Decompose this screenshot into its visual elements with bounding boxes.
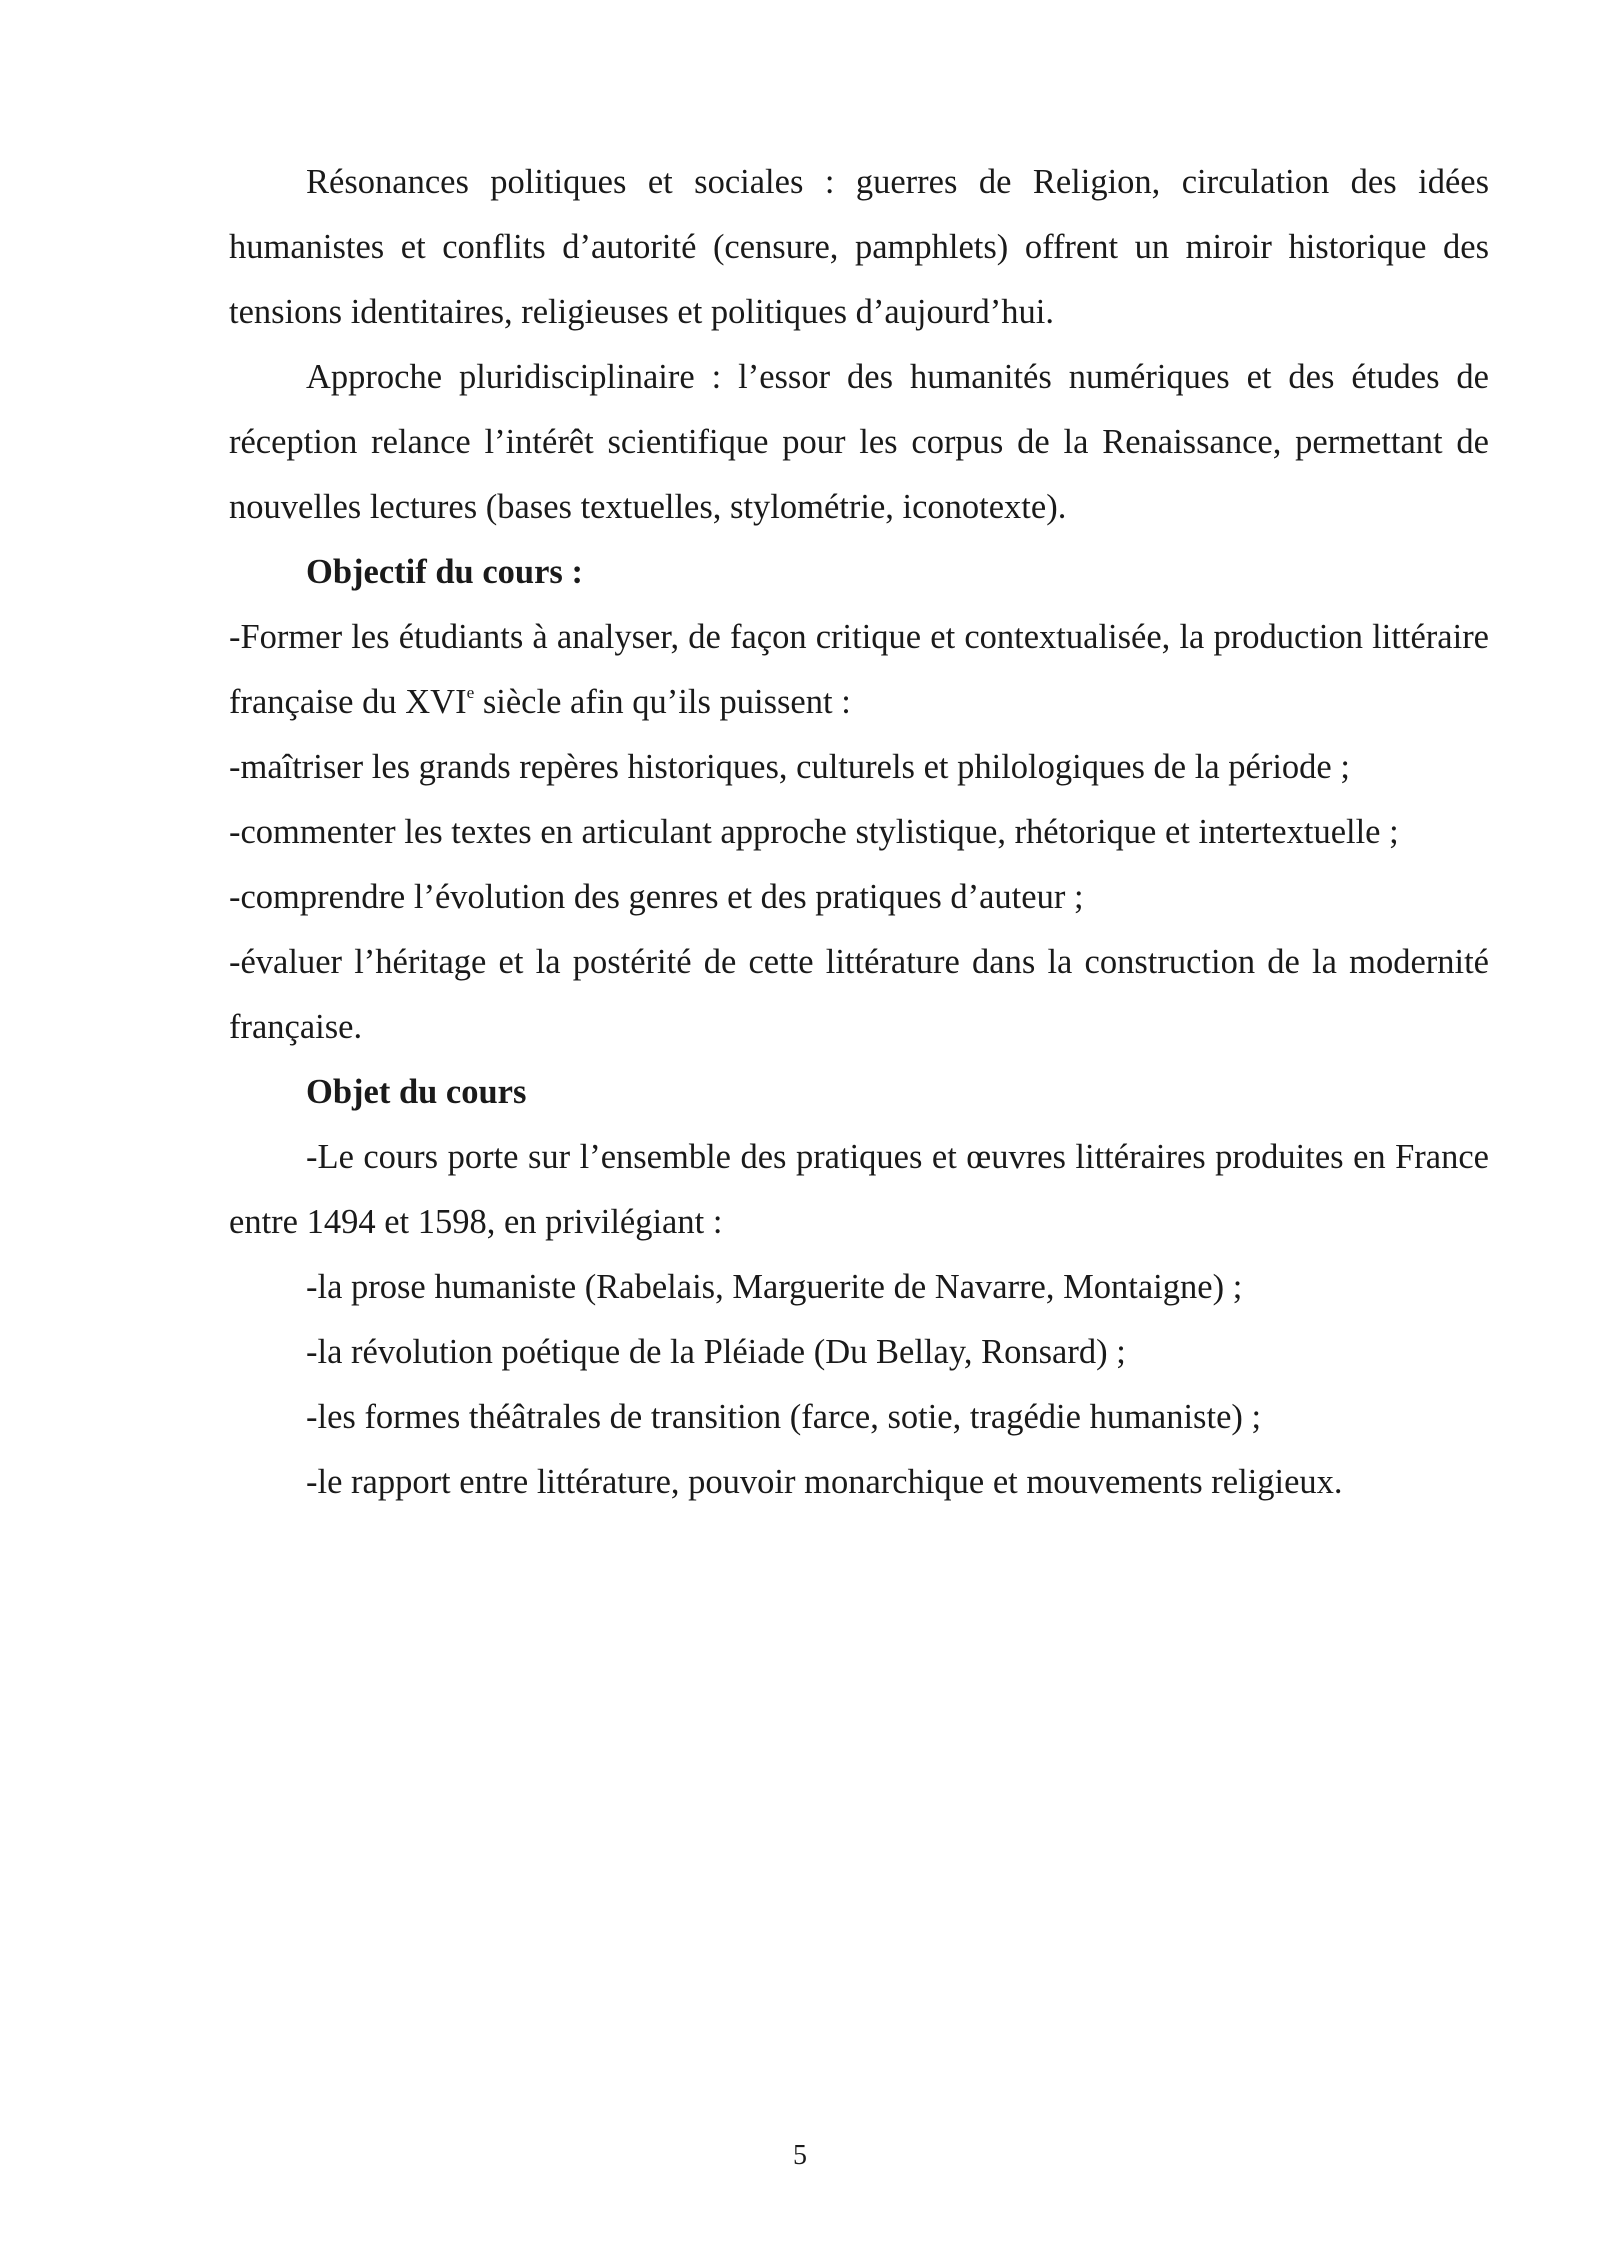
paragraph-approche: Approche pluridisciplinaire : l’essor des humanités numériques et des études de réception relance l’intérêt scientifique pour les corpus de la Renaissance, permettant de nouvelles lectures (bases textuelles, stylométrie, iconotexte). <box>229 358 1489 526</box>
objectif-item: -commenter les textes en articulant approche stylistique, rhétorique et intertextuelle ; <box>229 813 1399 851</box>
objectif-intro <box>229 605 1489 735</box>
objectif-heading: Objectif du cours : <box>306 553 583 591</box>
objectif-item: -évaluer l’héritage et la postérité de cette littérature dans la construction de la modernité française. <box>229 943 1489 1046</box>
page-number: 5 <box>793 2140 807 2171</box>
objectif-intro-text: -Former les étudiants à analyser, de façon critique et contextualisée, la production littéraire française du XVI <box>229 618 1489 721</box>
objet-item: -la prose humaniste (Rabelais, Marguerite de Navarre, Montaigne) ; <box>306 1268 1243 1306</box>
document-page <box>229 150 1489 1515</box>
objet-heading: Objet du cours <box>306 1073 527 1111</box>
objectif-item: -comprendre l’évolution des genres et des pratiques d’auteur ; <box>229 878 1084 916</box>
objet-item: -les formes théâtrales de transition (farce, sotie, tragédie humaniste) ; <box>306 1398 1262 1436</box>
objectif-intro-tail: siècle afin qu’ils puissent : <box>474 683 851 721</box>
objet-item: -le rapport entre littérature, pouvoir monarchique et mouvements religieux. <box>306 1463 1343 1501</box>
objectif-item: -maîtriser les grands repères historiques, culturels et philologiques de la période ; <box>229 748 1350 786</box>
century-superscript: e <box>466 682 475 702</box>
paragraph-resonances: Résonances politiques et sociales : guerres de Religion, circulation des idées humanistes et conflits d’autorité (censure, pamphlets) offrent un miroir historique des tensions identitaires, religieuses et politiques d’aujourd’hui. <box>229 163 1489 331</box>
objet-intro: -Le cours porte sur l’ensemble des pratiques et œuvres littéraires produites en France entre 1494 et 1598, en privilégiant : <box>229 1138 1489 1241</box>
objet-item: -la révolution poétique de la Pléiade (Du Bellay, Ronsard) ; <box>306 1333 1126 1371</box>
